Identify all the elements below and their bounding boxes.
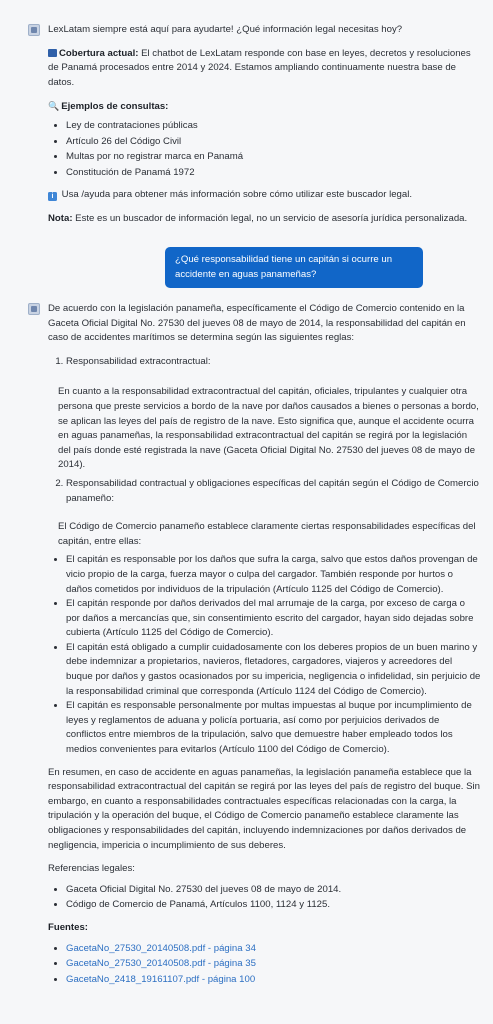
- bot-message-answer: [48, 302, 481, 995]
- coverage-text: El chatbot de LexLatam responde con base en leyes, decretos y resoluciones de Panamá procesados entre 2014 y 2024. Estamos ampliando continuamente nuestra base de datos.: [48, 47, 471, 88]
- source-item: [66, 957, 481, 972]
- responsibility-item: • El capitán es responsable personalmente por multas impuestas al buque por incumplimiento de leyes y reglamentos de aduana y policía portuaria, así como por perjuicios derivados de conflictos entre miembros de la tripulación, salvo que demuestre haber empleado todos los medios convenientes para evitarlos (Artículo 1100 del Código de Comercio).: [66, 699, 481, 757]
- references-list: [48, 883, 481, 913]
- coverage-paragraph: [48, 47, 481, 91]
- answer-item-1: [58, 355, 481, 473]
- book-icon: [48, 49, 57, 57]
- item1-title: Responsabilidad extracontractual:: [66, 355, 211, 367]
- example-item: • Multas por no registrar marca en Panamá: [66, 150, 481, 165]
- example-item: • Ley de contrataciones públicas: [66, 119, 481, 134]
- user-message-bubble: ¿Qué responsabilidad tiene un capitán si ocurre un accidente en aguas panameñas?: [165, 247, 423, 288]
- item2-body: El Código de Comercio panameño establece claramente ciertas responsabilidades específicas del capitán, entre ellas:: [58, 521, 476, 547]
- help-paragraph: [48, 188, 481, 203]
- references-title: Referencias legales:: [48, 863, 135, 875]
- note-text: Este es un buscador de información legal, no un servicio de asesoría jurídica personalizada.: [72, 212, 468, 224]
- bot-avatar-icon: [28, 303, 40, 315]
- source-link[interactable]: GacetaNo_27530_20140508.pdf - página 35: [66, 958, 256, 970]
- answer-intro: De acuerdo con la legislación panameña, específicamente el Código de Comercio contenido en la Gaceta Oficial Digital No. 27530 del jueves 08 de mayo de 2014, la responsabilidad del capitán en caso de accidentes marítimos se determina según las siguientes reglas:: [48, 303, 466, 344]
- examples-heading: 🔍 Ejemplos de consultas:: [48, 101, 169, 113]
- bot-message-welcome: [48, 23, 481, 227]
- note-label: Nota:: [48, 212, 73, 224]
- source-item: [66, 973, 481, 988]
- source-link[interactable]: GacetaNo_27530_20140508.pdf - página 34: [66, 942, 256, 954]
- reference-item: • Código de Comercio de Panamá, Artículos 1100, 1124 y 1125.: [66, 898, 481, 913]
- magnifier-icon: 🔍: [48, 101, 60, 112]
- answer-item-2: [58, 477, 481, 549]
- coverage-label: Cobertura actual:: [59, 47, 139, 59]
- source-link[interactable]: GacetaNo_2418_19161107.pdf - página 100: [66, 973, 256, 985]
- sources-list: [48, 942, 481, 988]
- examples-list: [48, 119, 481, 180]
- example-item: • Constitución de Panamá 1972: [66, 166, 481, 181]
- sources-title: Fuentes:: [48, 921, 88, 933]
- info-icon: i: [48, 192, 57, 201]
- example-item: • Artículo 26 del Código Civil: [66, 135, 481, 150]
- bot-avatar-icon: [28, 24, 40, 36]
- item1-body: En cuanto a la responsabilidad extracontractual del capitán, oficiales, tripulantes y cualquier otra persona que preste servicios a bordo de la nave por daños causados a bienes o personas a bordo, se aplican las leyes del país de registro de la nave. Esto significa que, aunque el accidente ocurra en aguas panameñas, la responsabilidad extracontractual del capitán se regirá por la legislación del país donde esté registrada la nave (Gaceta Oficial Digital No. 27530 del jueves 08 de mayo de 2014).: [58, 386, 479, 471]
- note-paragraph: [48, 212, 481, 227]
- source-item: [66, 942, 481, 957]
- item2-title: Responsabilidad contractual y obligaciones específicas del capitán según el Código de Comercio panameño:: [66, 477, 479, 504]
- responsibility-item: • El capitán responde por daños derivados del mal arrumaje de la carga, por exceso de carga o por daños a mercancías que, sin consentimiento escrito del cargador, hayan sido dejadas sobre cubierta (Artículo 1125 del Código de Comercio).: [66, 597, 481, 641]
- responsibility-item: • El capitán es responsable por los daños que sufra la carga, salvo que estos daños provengan de vicio propio de la carga, fuerza mayor o culpa del cargador. También responde por hurtos o daños cometidos por individuos de la tripulación (Artículo 1125 del Código de Comercio).: [66, 553, 481, 597]
- answer-summary: En resumen, en caso de accidente en aguas panameñas, la legislación panameña establece que la responsabilidad extracontractual del capitán se regirá por las leyes del país de registro del buque. Sin embargo, en cuanto a responsabilidades contractuales específicas relacionadas con la carga, la tripulación y la operación del buque, el Código de Comercio panameño establece claramente las obligaciones y responsabilidades del capitán, incluyendo indemnizaciones por daños derivados de negligencia, impericia o incumplimiento de sus deberes.: [48, 766, 480, 851]
- responsibilities-list: [48, 553, 481, 757]
- help-text: Usa /ayuda para obtener más información sobre cómo utilizar este buscador legal.: [59, 189, 413, 201]
- welcome-intro: LexLatam siempre está aquí para ayudarte! ¿Qué información legal necesitas hoy?: [48, 24, 403, 35]
- reference-item: • Gaceta Oficial Digital No. 27530 del jueves 08 de mayo de 2014.: [66, 883, 481, 898]
- responsibility-item: • El capitán está obligado a cumplir cuidadosamente con los deberes propios de un buen marino y debe indemnizar a propietarios, navieros, fletadores, cargadores, viajeros y acreedores del buque por daños y gastos ocasionados por su impericia, negligencia o infidelidad, sin perjuicio de la responsabilidad criminal que corresponda (Artículo 1124 del Código de Comercio).: [66, 641, 481, 699]
- answer-numbered-list: [48, 355, 481, 550]
